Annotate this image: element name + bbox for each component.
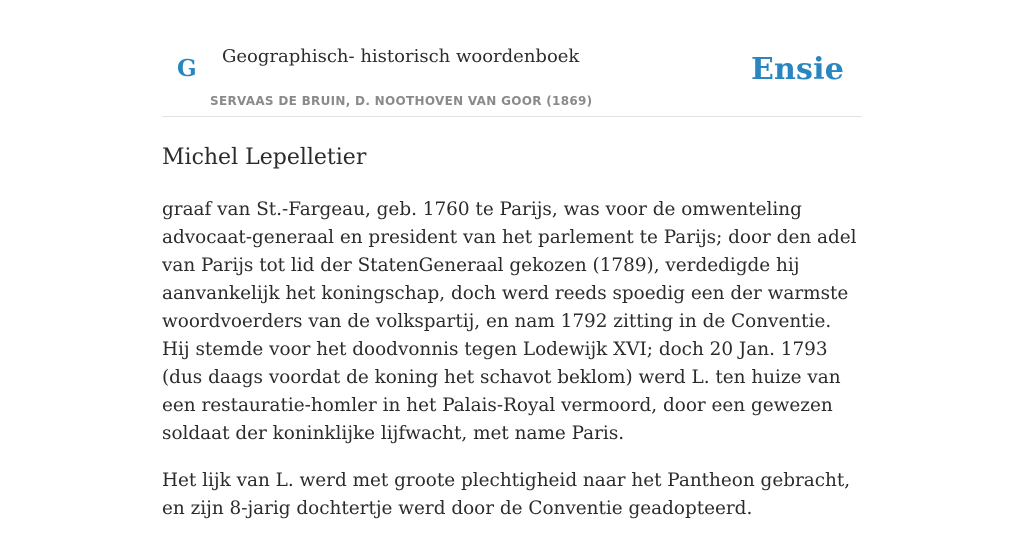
- entry-body: [162, 196, 862, 523]
- book-authors: SERVAAS DE BRUIN, D. NOOTHOVEN VAN GOOR (1869): [210, 94, 593, 108]
- page: [162, 0, 862, 542]
- header: [162, 0, 862, 117]
- book-logo[interactable]: G: [177, 55, 197, 82]
- book-title[interactable]: Geographisch- historisch woordenboek: [222, 46, 580, 67]
- entry-title: Michel Lepelletier: [162, 145, 367, 170]
- entry-paragraph: Het lijk van L. werd met groote plechtigheid naar het Pantheon gebracht, en zijn 8-jarig dochtertje werd door de Conventie geadopteerd.: [162, 470, 851, 519]
- brand-logo[interactable]: Ensie: [750, 52, 844, 87]
- entry-paragraph: graaf van St.-Fargeau, geb. 1760 te Parijs, was voor de omwenteling advocaat-generaal en president van het parlement te Parijs; door den adel van Parijs tot lid der StatenGeneraal gekozen (1789), verdedigde hij aanvankelijk het koningschap, doch werd reeds spoedig een der warmste woordvoerders van de volkspartij, en nam 1792 zitting in de Conventie. Hij stemde voor het doodvonnis tegen Lodewijk XVI; doch 20 Jan. 1793 (dus daags voordat de koning het schavot beklom) werd L. ten huize van een restauratie-homler in het Palais-Royal vermoord, door een gewezen soldaat der koninklijke lijfwacht, met name Paris.: [162, 199, 857, 444]
